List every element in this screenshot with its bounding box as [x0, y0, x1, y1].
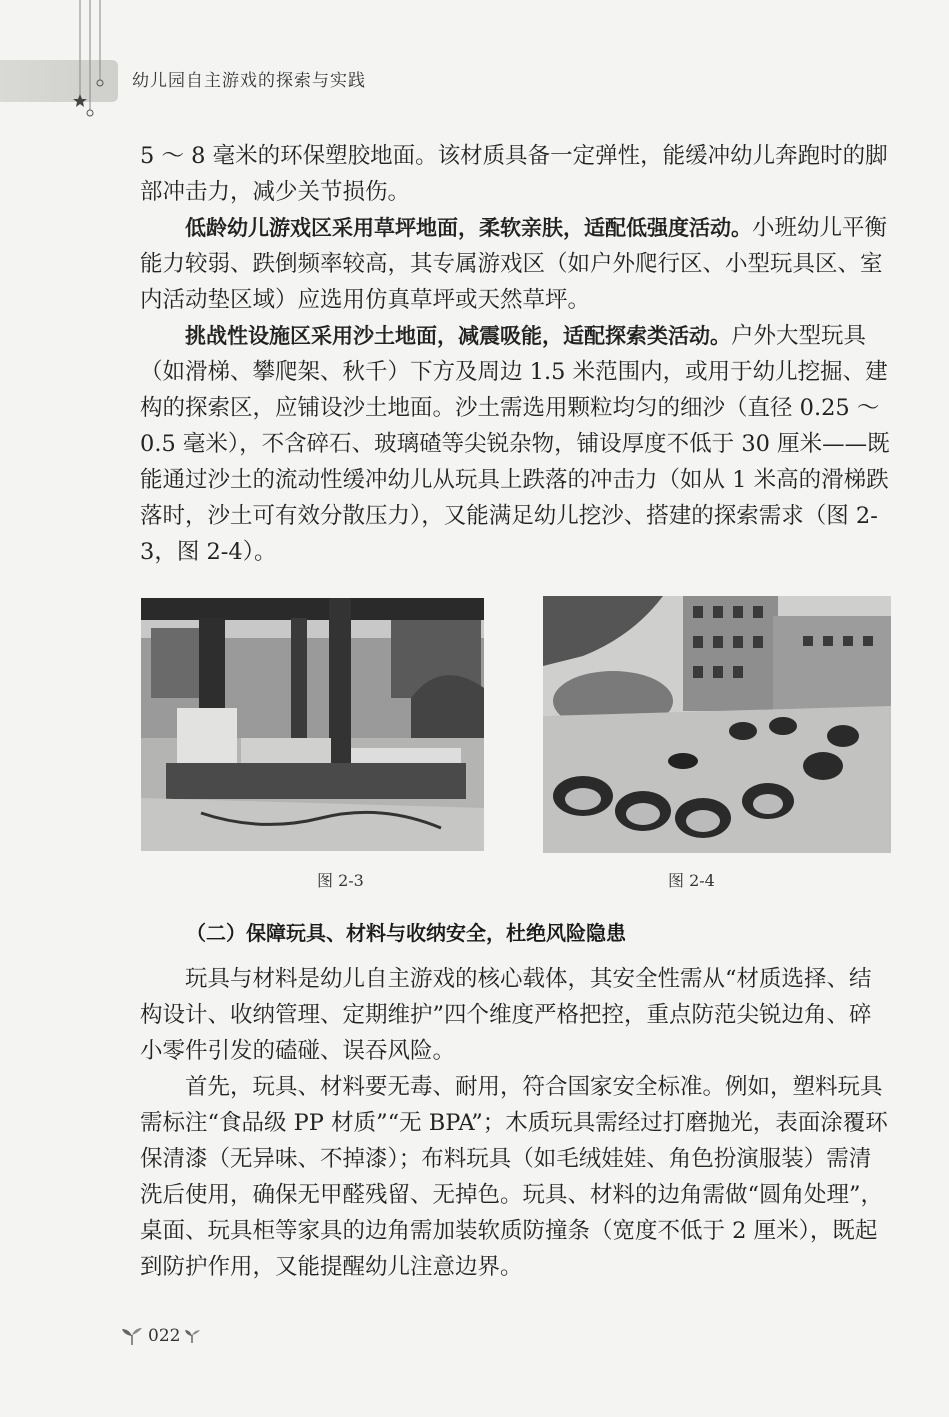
paragraph-4 [140, 961, 892, 1069]
paragraph-lead: 挑战性设施区采用沙土地面，减震吸能，适配探索类活动。 [185, 324, 731, 348]
paragraph-5 [140, 1069, 892, 1285]
figure-caption: 图 2-4 [668, 871, 715, 890]
paragraph-text: 小班幼儿平衡能力较弱、跌倒频率较高，其专属游戏区（如户外爬行区、小型玩具区、室内活动垫区域）应选用仿真草坪或天然草坪。 [140, 215, 888, 313]
figure-sand-pit-tires [543, 596, 891, 853]
paragraph-text: 玩具与材料是幼儿自主游戏的核心载体，其安全性需从“材质选择、结构设计、收纳管理、定期维护”四个维度严格把控，重点防范尖锐边角、碎小零件引发的磕碰、误吞风险。 [140, 966, 872, 1064]
page-number: 022 [148, 1326, 181, 1346]
running-title: 幼儿园自主游戏的探索与实践 [132, 71, 366, 91]
section-heading: （二）保障玩具、材料与收纳安全，杜绝风险隐患 [186, 921, 626, 945]
paragraph-text: 首先，玩具、材料要无毒、耐用，符合国家安全标准。例如，塑料玩具需标注“食品级 PP 材质”“无 BPA”；木质玩具需经过打磨抛光，表面涂覆环保清漆（无异味、不掉漆）；布料玩具（如毛绒娃娃、角色扮演服装）需清洗后使用，确保无甲醛残留、无掉色。玩具、材料的边角需做“圆角处理”，桌面、玩具柜等家具的边角需加装软质防撞条（宽度不低于 2 厘米），既起到防护作用，又能提醒幼儿注意边界。 [140, 1074, 888, 1280]
paragraph-3 [140, 318, 892, 570]
paragraph-1 [140, 138, 892, 210]
paragraph-lead: 低龄幼儿游戏区采用草坪地面，柔软亲肤，适配低强度活动。 [185, 216, 752, 240]
hanging-stars-decoration [72, 0, 112, 120]
sprout-icon [184, 1329, 202, 1343]
paragraph-2 [140, 210, 892, 318]
page-folio [120, 1326, 202, 1346]
paragraph-text: 5 ～ 8 毫米的环保塑胶地面。该材质具备一定弹性，能缓冲幼儿奔跑时的脚部冲击力，减少关节损伤。 [140, 143, 888, 205]
figure-sand-pit-pavilion [141, 598, 484, 851]
figure-caption: 图 2-3 [317, 871, 364, 890]
paragraph-text: 户外大型玩具（如滑梯、攀爬架、秋千）下方及周边 1.5 米范围内，或用于幼儿挖掘、建构的探索区，应铺设沙土地面。沙土需选用颗粒均匀的细沙（直径 0.25 ～ 0.5 毫米），不含碎石、玻璃碴等尖锐杂物，铺设厚度不低于 30 厘米——既能通过沙土的流动性缓冲幼儿从玩具上跌落的冲击力（如从 1 米高的滑梯跌落时，沙土可有效分散压力），又能满足幼儿挖沙、搭建的探索需求（图 2-3，图 2-4）。 [140, 323, 890, 565]
sprout-icon [120, 1327, 144, 1345]
